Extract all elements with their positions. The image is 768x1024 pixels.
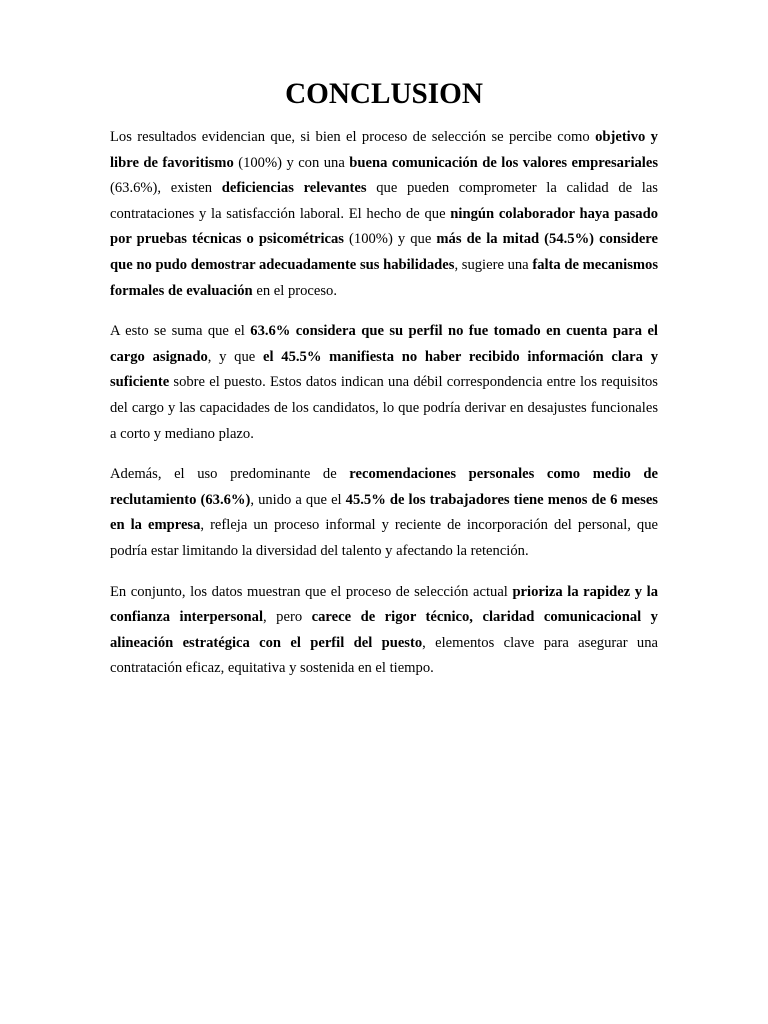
document-body [110, 78, 659, 682]
text-segment: (100%) y con una [233, 154, 350, 171]
text-segment: (100%) y que [344, 231, 437, 248]
bold-segment: deficiencias relevantes [221, 180, 367, 197]
text-segment: en el proceso. [252, 282, 337, 299]
bold-segment: ningún colaborador haya pasado por pruebas técnicas o psicométricas [110, 205, 659, 248]
bold-segment: falta de mecanismos formales de evaluación [110, 256, 659, 299]
text-segment: (63.6%), existen [110, 180, 222, 197]
bold-segment: más de la mitad (54.5%) considere que no pudo demostrar adecuadamente sus habilidades [110, 231, 658, 273]
bold-segment: recomendaciones personales como medio de reclutamiento (63.6%) [110, 466, 658, 508]
text-segment: , refleja un proceso informal y reciente de incorporación del personal, que podría estar limitando la diversidad del talento y afectando la retención. [110, 517, 658, 559]
document-title: CONCLUSION [285, 78, 483, 110]
bold-segment: buena comunicación de los valores empresariales [349, 154, 659, 171]
text-segment: , unido a que el [250, 491, 346, 508]
paragraph-1 [110, 125, 658, 304]
bold-segment: prioriza la rapidez y la confianza interpersonal [110, 583, 658, 626]
text-segment: , sugiere una [454, 256, 533, 273]
text-segment: En conjunto, los datos muestran que el proceso de selección actual [110, 583, 513, 600]
paragraph-4 [110, 580, 658, 682]
text-segment: , y que [207, 348, 263, 365]
text-segment: , pero [263, 609, 312, 626]
bold-segment: 45.5% de los trabajadores tiene menos de 6 meses en la empresa [110, 491, 658, 534]
paragraph-2 [110, 319, 658, 447]
paragraph-3 [110, 462, 658, 564]
bold-segment: objetivo y libre de favoritismo [110, 129, 658, 171]
text-segment: Además, el uso predominante de [110, 466, 350, 483]
bold-segment: el 45.5% manifiesta no haber recibido información clara y suficiente [110, 348, 658, 391]
text-segment: sobre el puesto. Estos datos indican una débil correspondencia entre los requisitos del cargo y las capacidades de los candidatos, lo que podría derivar en desajustes funcionales a corto y mediano plazo. [110, 374, 658, 442]
text-segment: Los resultados evidencian que, si bien el proceso de selección se percibe como [110, 129, 596, 145]
bold-segment: carece de rigor técnico, claridad comunicacional y alineación estratégica con el perfil del puesto [110, 609, 658, 651]
text-segment: que pueden comprometer la calidad de las contrataciones y la satisfacción laboral. El hecho de que [110, 180, 658, 222]
bold-segment: 63.6% considera que su perfil no fue tomado en cuenta para el cargo asignado [110, 323, 658, 365]
text-segment: , elementos clave para asegurar una contratación eficaz, equitativa y sostenida en el tiempo. [110, 634, 658, 677]
text-segment: A esto se suma que el [110, 323, 251, 340]
